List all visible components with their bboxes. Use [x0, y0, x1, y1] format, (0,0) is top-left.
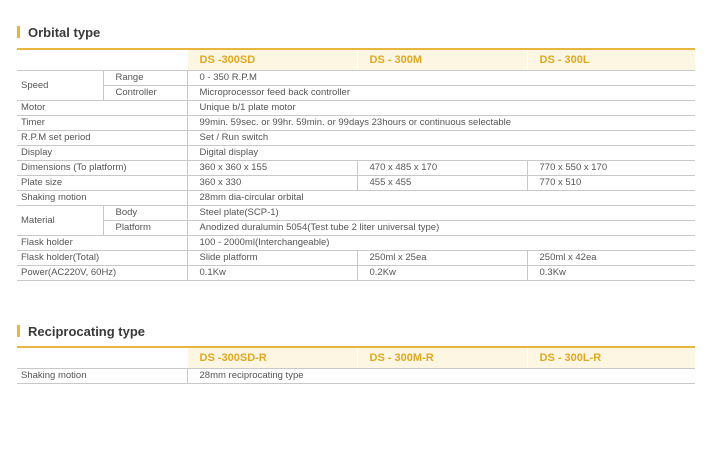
recip-shaking-value: 28mm reciprocating type	[187, 369, 695, 384]
dimensions-value-l: 770 x 550 x 170	[527, 161, 695, 176]
range-value: 0 - 350 R.P.M	[187, 71, 695, 86]
table-row	[17, 116, 695, 131]
table-row	[17, 176, 695, 191]
motor-value: Unique b/1 plate motor	[187, 101, 695, 116]
plate-size-value-sd: 360 x 330	[187, 176, 357, 191]
platform-value: Anodized duralumin 5054(Test tube 2 liter universal type)	[187, 221, 695, 236]
platform-label: Platform	[103, 221, 187, 236]
table-row	[17, 101, 695, 116]
reciprocating-spec-table	[17, 346, 695, 384]
reciprocating-title	[17, 323, 695, 339]
plate-size-value-l: 770 x 510	[527, 176, 695, 191]
dimensions-value-sd: 360 x 360 x 155	[187, 161, 357, 176]
shaking-label: Shaking motion	[17, 191, 187, 206]
motor-label: Motor	[17, 101, 187, 116]
model-ds300sd: DS -300SD	[187, 49, 357, 71]
model-ds300l: DS - 300L	[527, 49, 695, 71]
table-row	[17, 266, 695, 281]
power-label: Power(AC220V, 60Hz)	[17, 266, 187, 281]
speed-label: Speed	[17, 71, 103, 101]
material-label: Material	[17, 206, 103, 236]
plate-size-label: Plate size	[17, 176, 187, 191]
rpm-set-value: Set / Run switch	[187, 131, 695, 146]
dimensions-value-m: 470 x 485 x 170	[357, 161, 527, 176]
orbital-spec-table	[17, 48, 695, 281]
orbital-title	[17, 24, 695, 40]
flask-holder-label: Flask holder	[17, 236, 187, 251]
orbital-section	[17, 24, 695, 281]
table-row	[17, 251, 695, 266]
header-blank	[17, 347, 187, 369]
power-value-m: 0.2Kw	[357, 266, 527, 281]
model-ds300m-r: DS - 300M-R	[357, 347, 527, 369]
timer-label: Timer	[17, 116, 187, 131]
flask-total-value-l: 250ml x 42ea	[527, 251, 695, 266]
table-row	[17, 131, 695, 146]
display-value: Digital display	[187, 146, 695, 161]
table-row	[17, 161, 695, 176]
power-value-l: 0.3Kw	[527, 266, 695, 281]
shaking-value: 28mm dia-circular orbital	[187, 191, 695, 206]
table-row	[17, 71, 695, 86]
body-label: Body	[103, 206, 187, 221]
recip-shaking-label: Shaking motion	[17, 369, 187, 384]
display-label: Display	[17, 146, 187, 161]
flask-total-label: Flask holder(Total)	[17, 251, 187, 266]
model-ds300sd-r: DS -300SD-R	[187, 347, 357, 369]
plate-size-value-m: 455 x 455	[357, 176, 527, 191]
title-bar-icon	[17, 325, 20, 337]
dimensions-label: Dimensions (To platform)	[17, 161, 187, 176]
orbital-title-text: Orbital type	[28, 24, 101, 40]
reciprocating-section	[17, 323, 695, 384]
table-row	[17, 369, 695, 384]
model-ds300l-r: DS - 300L-R	[527, 347, 695, 369]
power-value-sd: 0.1Kw	[187, 266, 357, 281]
model-ds300m: DS - 300M	[357, 49, 527, 71]
header-blank	[17, 49, 187, 71]
controller-label: Controller	[103, 86, 187, 101]
rpm-set-label: R.P.M set period	[17, 131, 187, 146]
timer-value: 99min. 59sec. or 99hr. 59min. or 99days 23hours or continuous selectable	[187, 116, 695, 131]
table-row	[17, 191, 695, 206]
range-label: Range	[103, 71, 187, 86]
table-row	[17, 221, 695, 236]
table-row	[17, 146, 695, 161]
controller-value: Microprocessor feed back controller	[187, 86, 695, 101]
table-row	[17, 86, 695, 101]
table-header-row	[17, 347, 695, 369]
flask-total-value-m: 250ml x 25ea	[357, 251, 527, 266]
table-header-row	[17, 49, 695, 71]
title-bar-icon	[17, 26, 20, 38]
table-row	[17, 206, 695, 221]
table-row	[17, 236, 695, 251]
flask-holder-value: 100 - 2000ml(Interchangeable)	[187, 236, 695, 251]
flask-total-value-sd: Slide platform	[187, 251, 357, 266]
body-value: Steel plate(SCP-1)	[187, 206, 695, 221]
reciprocating-title-text: Reciprocating type	[28, 323, 146, 339]
